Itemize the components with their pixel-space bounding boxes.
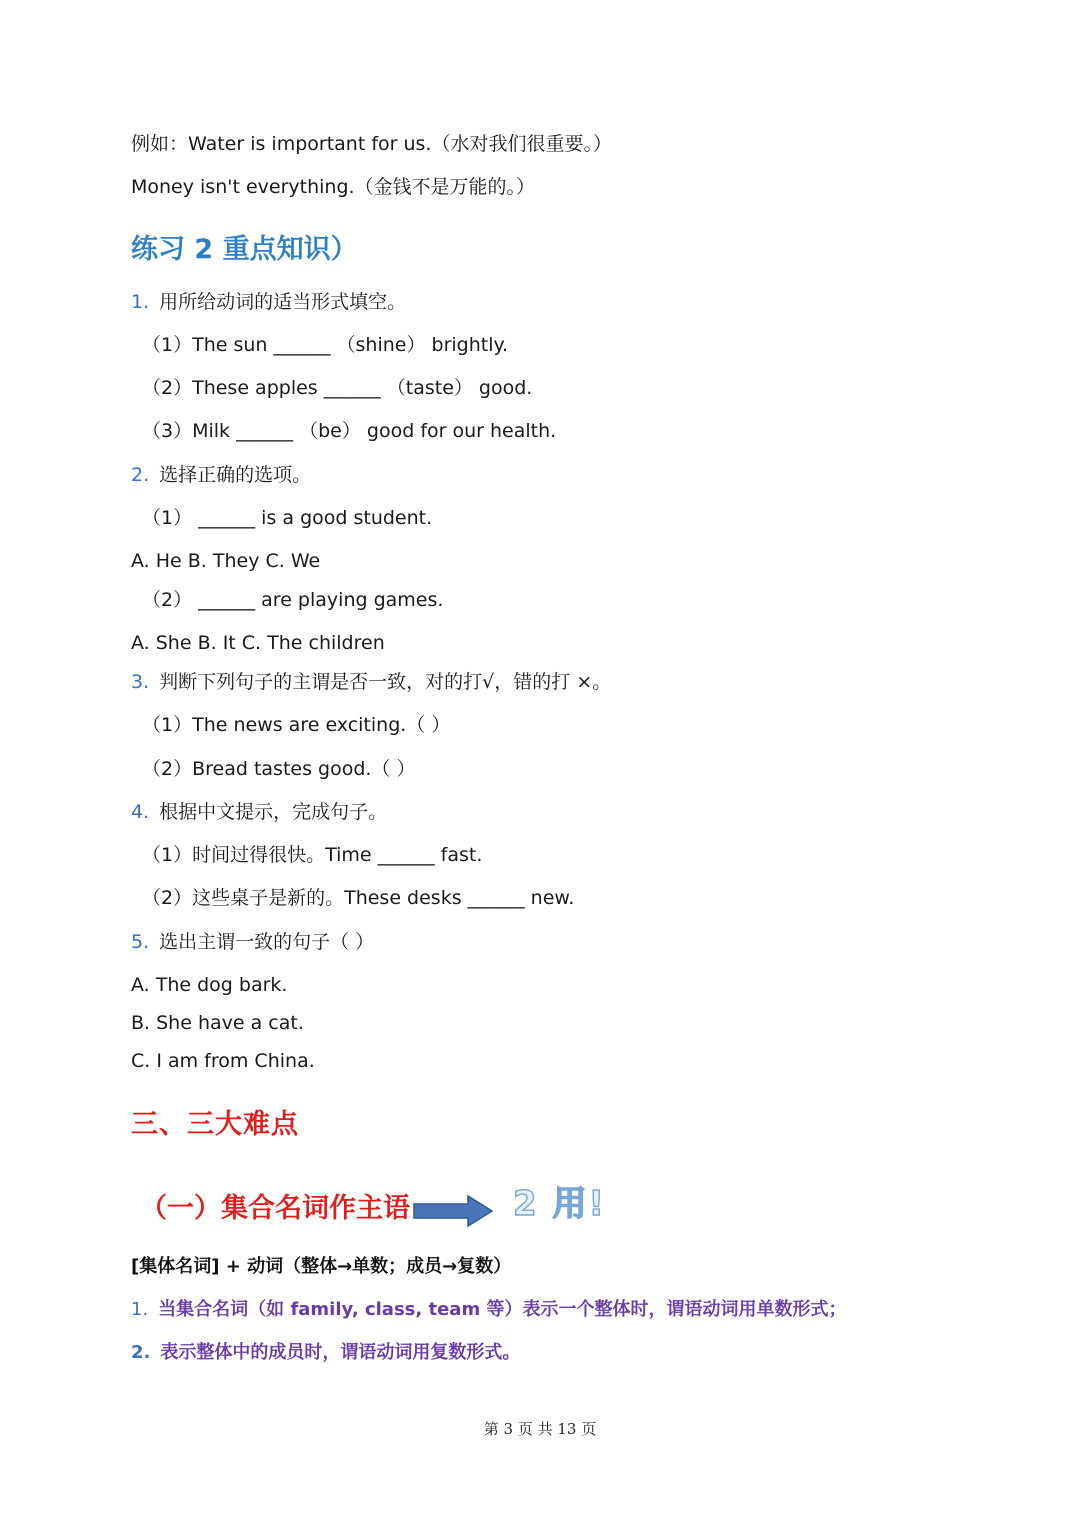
question-3	[131, 669, 611, 695]
question-number: 2.	[131, 464, 150, 486]
question-4	[131, 799, 387, 825]
q5-option-a: A. The dog bark.	[131, 974, 288, 996]
question-text: 用所给动词的适当形式填空。	[159, 291, 407, 313]
q3-item-1: （1）The news are exciting.（ ）	[142, 714, 451, 736]
rule-1	[131, 1297, 846, 1323]
q2-options-2: A. She B. It C. The children	[131, 632, 385, 654]
question-2	[131, 462, 311, 488]
q1-item-3: （3）Milk ______ （be） good for our health.	[142, 420, 557, 442]
q2-options-1: A. He B. They C. We	[131, 550, 321, 572]
rule-text: 当集合名词（如 family, class, team 等）表示一个整体时，谓语动词用单数形式；	[158, 1299, 847, 1320]
question-text: 根据中文提示，完成句子。	[159, 801, 388, 823]
stamp-text: 2 用!	[513, 1184, 606, 1224]
section-heading: 三、三大难点	[131, 1109, 299, 1140]
question-number: 1.	[131, 291, 150, 313]
q2-item-1: （1） ______ is a good student.	[142, 507, 433, 529]
question-5	[131, 929, 374, 955]
rule-2	[131, 1340, 520, 1366]
subsection-heading: （一）集合名词作主语	[140, 1193, 410, 1224]
q1-item-1: （1）The sun ______ （shine） brightly.	[142, 334, 509, 356]
question-1	[131, 289, 406, 315]
exercise-heading: 练习 2 重点知识）	[131, 234, 358, 265]
question-number: 4.	[131, 801, 150, 823]
example-line-2: Money isn't everything.（金钱不是万能的。）	[131, 176, 536, 198]
q4-item-1: （1）时间过得很快。Time ______ fast.	[142, 844, 483, 866]
q3-item-2: （2）Bread tastes good.（ ）	[142, 758, 416, 780]
right-arrow-icon	[412, 1194, 494, 1228]
question-number: 5.	[131, 931, 150, 953]
page-footer: 第 3 页 共 13 页	[483, 1420, 597, 1438]
q4-item-2: （2）这些桌子是新的。These desks ______ new.	[142, 887, 575, 909]
rule-number: 2.	[131, 1342, 151, 1363]
question-number: 3.	[131, 671, 150, 693]
question-text: 选择正确的选项。	[159, 464, 312, 486]
question-text: 判断下列句子的主谓是否一致，对的打√，错的打 ×。	[159, 671, 612, 693]
q5-option-c: C. I am from China.	[131, 1050, 315, 1072]
q5-option-b: B. She have a cat.	[131, 1012, 304, 1034]
rule-number: 1.	[131, 1299, 149, 1320]
rule-text: 表示整体中的成员时，谓语动词用复数形式。	[160, 1342, 521, 1363]
q2-item-2: （2） ______ are playing games.	[142, 589, 444, 611]
q1-item-2: （2）These apples ______ （taste） good.	[142, 377, 533, 399]
rule-line: [集体名词] + 动词（整体→单数；成员→复数）	[131, 1256, 512, 1277]
question-text: 选出主谓一致的句子（ ）	[159, 931, 375, 953]
example-line-1: 例如：Water is important for us.（水对我们很重要。）	[131, 133, 612, 155]
